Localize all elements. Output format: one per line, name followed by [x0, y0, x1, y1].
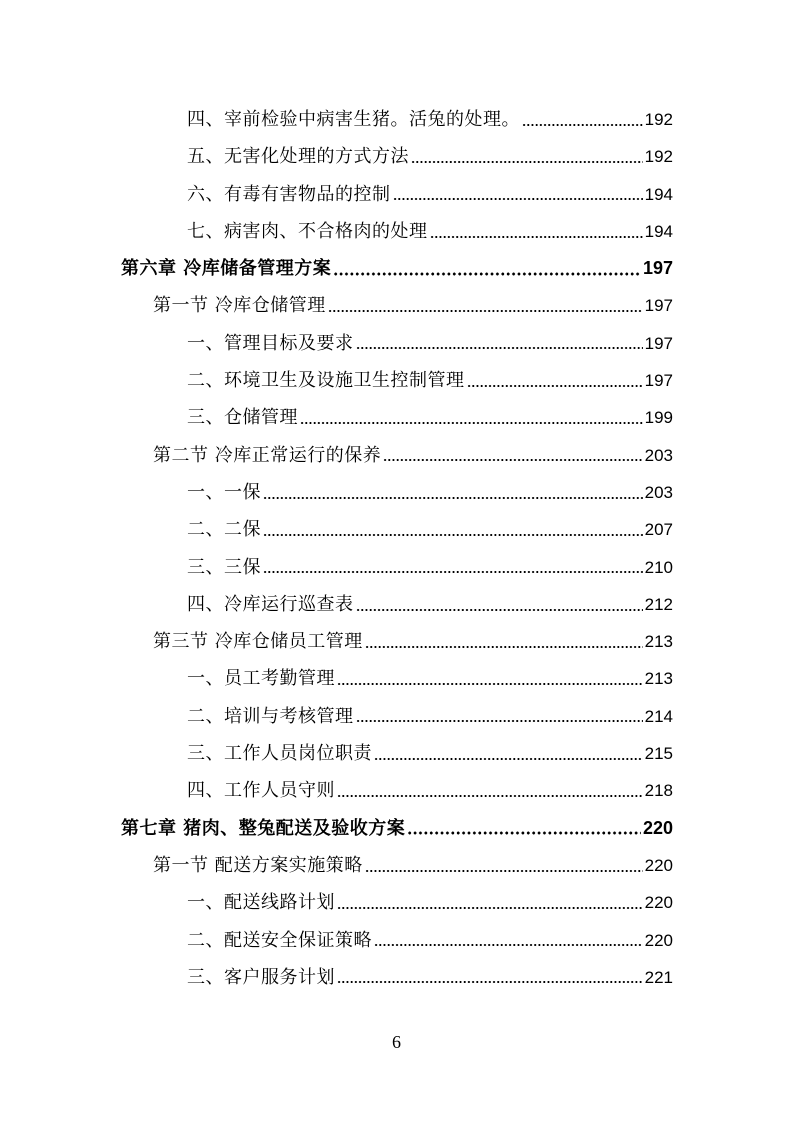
toc-entry-title: 二、培训与考核管理 [187, 705, 354, 727]
toc-entry-page: 207 [644, 520, 673, 540]
toc-entry-title: 二、配送安全保证策略 [187, 929, 372, 951]
toc-entry-title: 一、管理目标及要求 [187, 332, 354, 354]
toc-entry-page: 213 [644, 669, 673, 689]
toc-entry-chapter[interactable] [0, 810, 793, 847]
toc-entry-title: 一、一保 [187, 481, 261, 503]
toc-entry-title: 一、员工考勤管理 [187, 668, 335, 690]
toc-entry-item[interactable] [0, 213, 793, 250]
toc-entry-page: 218 [644, 781, 673, 801]
dot-leader [356, 605, 643, 615]
dot-leader [365, 866, 643, 876]
dot-leader [374, 754, 643, 764]
dot-leader [411, 157, 643, 167]
dot-leader [263, 530, 643, 540]
toc-entry-item[interactable] [0, 511, 793, 548]
toc-entry-page: 220 [644, 893, 673, 913]
dot-leader [467, 381, 643, 391]
toc-entry-title: 第六章 冷库储备管理方案 [121, 258, 332, 280]
toc-entry-item[interactable] [0, 101, 793, 138]
toc-entry-page: 197 [644, 296, 673, 316]
dot-leader [356, 716, 643, 726]
table-of-contents [0, 101, 793, 996]
toc-entry-item[interactable] [0, 399, 793, 436]
dot-leader [337, 679, 643, 689]
page-number: 6 [392, 1032, 401, 1052]
toc-entry-section[interactable] [0, 437, 793, 474]
toc-entry-item[interactable] [0, 922, 793, 959]
toc-entry-title: 二、环境卫生及设施卫生控制管理 [187, 370, 465, 392]
toc-entry-page: 212 [644, 594, 673, 614]
toc-entry-item[interactable] [0, 549, 793, 586]
toc-entry-section[interactable] [0, 847, 793, 884]
dot-leader [365, 642, 643, 652]
dot-leader [263, 567, 643, 577]
dot-leader [263, 493, 643, 503]
toc-entry-title: 第七章 猪肉、整兔配送及验收方案 [121, 817, 406, 839]
dot-leader [337, 977, 643, 987]
toc-entry-item[interactable] [0, 176, 793, 213]
toc-entry-section[interactable] [0, 623, 793, 660]
toc-entry-item[interactable] [0, 959, 793, 996]
toc-entry-title: 三、仓储管理 [187, 407, 298, 429]
toc-entry-page: 192 [644, 147, 673, 167]
dot-leader [337, 903, 643, 913]
toc-entry-page: 192 [644, 110, 673, 129]
toc-entry-title: 第二节 冷库正常运行的保养 [153, 444, 382, 466]
toc-entry-title: 四、冷库运行巡查表 [187, 593, 354, 615]
toc-entry-title: 二、二保 [187, 519, 261, 541]
toc-entry-title: 四、宰前检验中病害生猪。活兔的处理。 [187, 109, 520, 130]
toc-entry-page: 197 [642, 258, 673, 279]
toc-entry-page: 220 [642, 817, 673, 838]
toc-entry-item[interactable] [0, 362, 793, 399]
toc-entry-page: 220 [644, 855, 673, 875]
toc-entry-title: 三、三保 [187, 556, 261, 578]
toc-entry-item[interactable] [0, 735, 793, 772]
toc-entry-page: 197 [644, 371, 673, 391]
toc-entry-page: 220 [644, 930, 673, 950]
dot-leader [383, 455, 642, 465]
toc-entry-item[interactable] [0, 772, 793, 809]
toc-entry-title: 七、病害肉、不合格肉的处理 [187, 220, 428, 242]
toc-entry-page: 210 [644, 557, 673, 577]
dot-leader [356, 343, 643, 353]
toc-entry-title: 三、客户服务计划 [187, 966, 335, 988]
dot-leader [374, 940, 643, 950]
dot-leader [430, 232, 643, 242]
toc-entry-page: 214 [644, 706, 673, 726]
dot-leader [333, 269, 641, 279]
dot-leader [522, 120, 643, 130]
toc-entry-page: 194 [644, 221, 673, 241]
toc-entry-title: 三、工作人员岗位职责 [187, 743, 372, 765]
toc-entry-page: 215 [644, 744, 673, 764]
toc-entry-title: 第三节 冷库仓储员工管理 [153, 631, 363, 653]
toc-entry-item[interactable] [0, 138, 793, 175]
toc-entry-page: 203 [644, 482, 673, 502]
toc-entry-title: 第一节 冷库仓储管理 [153, 295, 326, 317]
toc-entry-section[interactable] [0, 287, 793, 324]
toc-entry-title: 四、工作人员守则 [187, 780, 335, 802]
dot-leader [337, 791, 643, 801]
toc-entry-page: 203 [644, 445, 673, 465]
dot-leader [300, 418, 643, 428]
dot-leader [328, 306, 643, 316]
toc-entry-page: 213 [644, 632, 673, 652]
toc-entry-item[interactable] [0, 474, 793, 511]
toc-entry-title: 六、有毒有害物品的控制 [187, 183, 391, 205]
toc-entry-title: 一、配送线路计划 [187, 892, 335, 914]
toc-entry-title: 第一节 配送方案实施策略 [153, 854, 363, 876]
toc-entry-item[interactable] [0, 698, 793, 735]
toc-entry-item[interactable] [0, 660, 793, 697]
toc-entry-page: 197 [644, 333, 673, 353]
toc-entry-page: 199 [644, 408, 673, 428]
dot-leader [393, 194, 643, 204]
toc-entry-page: 221 [644, 967, 673, 987]
toc-entry-item[interactable] [0, 325, 793, 362]
toc-entry-item[interactable] [0, 884, 793, 921]
toc-entry-title: 五、无害化处理的方式方法 [187, 146, 409, 168]
toc-entry-chapter[interactable] [0, 250, 793, 287]
toc-entry-page: 194 [644, 184, 673, 204]
dot-leader [407, 828, 641, 838]
toc-entry-item[interactable] [0, 586, 793, 623]
